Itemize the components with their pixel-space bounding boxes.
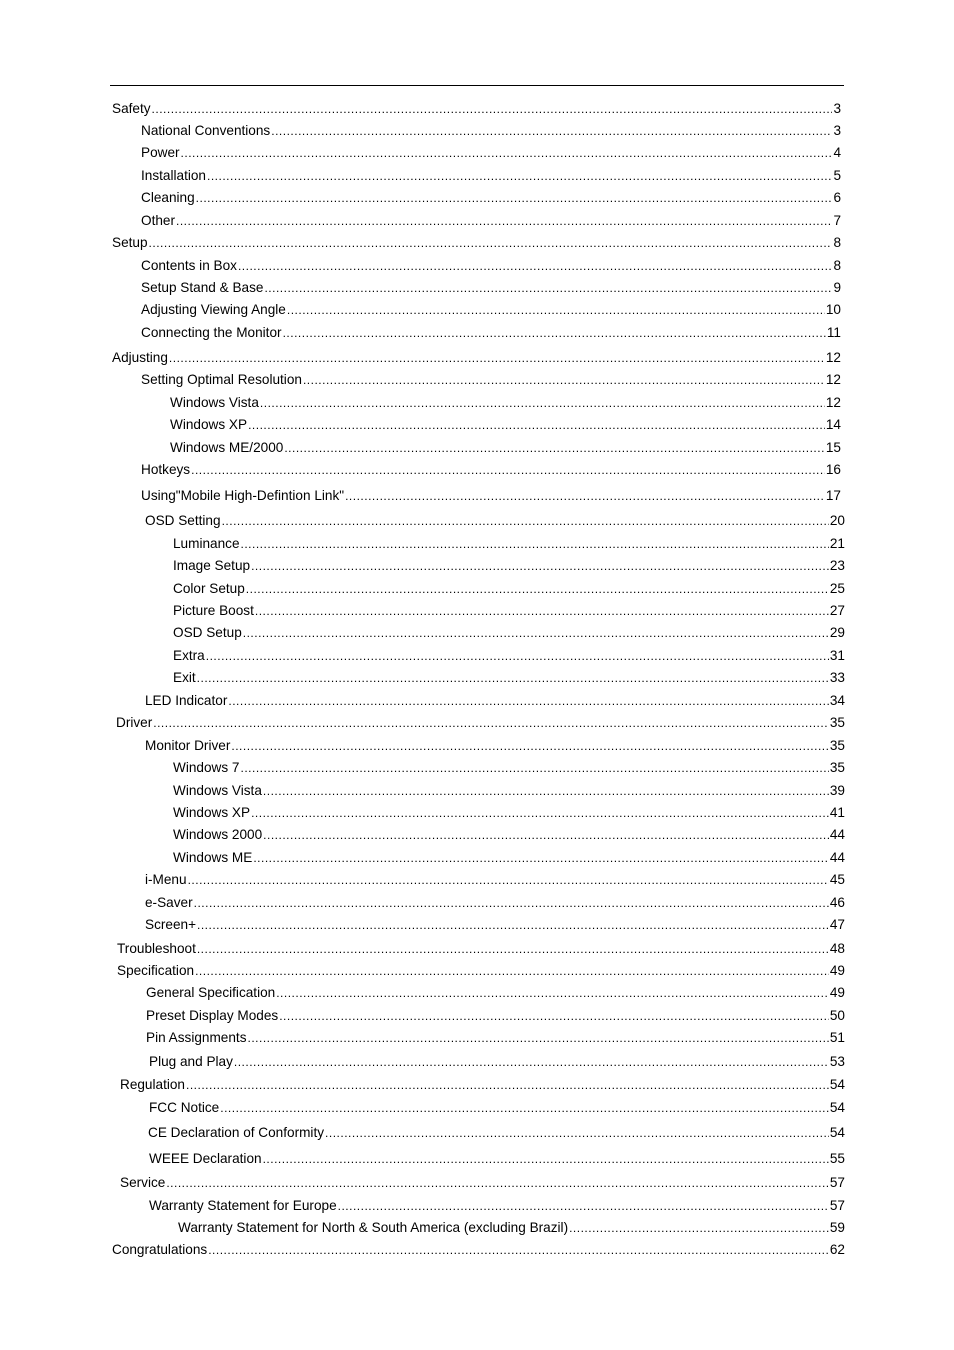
toc-entry-title: Exit — [173, 670, 196, 685]
toc-entry[interactable] — [173, 536, 845, 552]
toc-entry-page: 44 — [829, 827, 845, 842]
dot-leader — [197, 941, 829, 957]
toc-entry-title: Setup Stand & Base — [141, 280, 264, 295]
toc-entry-page: 54 — [829, 1125, 845, 1140]
toc-entry-title: Image Setup — [173, 558, 251, 573]
toc-entry-page: 12 — [825, 372, 841, 387]
dot-leader — [279, 1008, 829, 1024]
dot-leader — [338, 1198, 829, 1214]
toc-entry-page: 50 — [829, 1008, 845, 1023]
toc-entry[interactable] — [141, 213, 841, 229]
dot-leader — [234, 1054, 829, 1070]
toc-entry-page: 12 — [825, 395, 841, 410]
dot-leader — [231, 738, 829, 754]
toc-entry-title: Preset Display Modes — [146, 1008, 279, 1023]
toc-entry-page: 20 — [829, 513, 845, 528]
toc-entry-page: 23 — [829, 558, 845, 573]
toc-entry[interactable] — [141, 123, 841, 139]
toc-entry[interactable] — [173, 827, 845, 843]
dot-leader — [251, 805, 829, 821]
toc-entry[interactable] — [145, 917, 845, 933]
toc-entry-page: 35 — [829, 715, 845, 730]
toc-entry[interactable] — [145, 872, 845, 888]
toc-entry-title: Windows ME — [173, 850, 253, 865]
dot-leader — [208, 1242, 829, 1258]
toc-entry[interactable] — [170, 440, 841, 456]
toc-entry-page: 33 — [829, 670, 845, 685]
toc-entry[interactable] — [112, 235, 841, 251]
toc-entry-title: e-Saver — [145, 895, 193, 910]
toc-entry-title: Contents in Box — [141, 258, 237, 273]
toc-entry[interactable] — [173, 581, 845, 597]
dot-leader — [260, 395, 825, 411]
toc-entry-page: 8 — [833, 235, 841, 250]
toc-entry-page: 25 — [829, 581, 845, 596]
toc-entry[interactable] — [145, 513, 845, 529]
dot-leader — [169, 350, 825, 366]
toc-entry-title: Adjusting — [112, 350, 168, 365]
toc-entry-title: Service — [120, 1175, 166, 1190]
toc-entry[interactable] — [141, 325, 841, 341]
toc-entry-title: Pin Assignments — [146, 1030, 247, 1045]
toc-entry-title: Plug and Play — [149, 1054, 233, 1069]
toc-entry[interactable] — [146, 985, 845, 1001]
toc-entry-page: 59 — [829, 1220, 845, 1235]
toc-entry-page: 17 — [825, 488, 841, 503]
toc-entry[interactable] — [173, 625, 845, 641]
toc-entry-page: 8 — [833, 258, 841, 273]
toc-entry-title: FCC Notice — [149, 1100, 220, 1115]
toc-entry[interactable] — [173, 603, 845, 619]
dot-leader — [276, 985, 829, 1001]
dot-leader — [569, 1220, 829, 1236]
toc-entry[interactable] — [170, 417, 841, 433]
toc-entry[interactable] — [141, 372, 841, 388]
toc-entry-page: 27 — [829, 603, 845, 618]
dot-leader — [271, 123, 832, 139]
toc-entry-title: Specification — [117, 963, 195, 978]
dot-leader — [248, 1030, 829, 1046]
toc-entry[interactable] — [173, 670, 845, 686]
dot-leader — [197, 917, 829, 933]
toc-entry-title: Setting Optimal Resolution — [141, 372, 302, 387]
toc-entry[interactable] — [149, 1151, 845, 1167]
toc-entry[interactable] — [173, 783, 845, 799]
toc-entry[interactable] — [141, 488, 841, 504]
toc-entry-title: Luminance — [173, 536, 240, 551]
toc-entry[interactable] — [141, 190, 841, 206]
toc-entry[interactable] — [141, 258, 841, 274]
toc-entry-page: 6 — [833, 190, 841, 205]
toc-entry-title: Windows XP — [173, 805, 251, 820]
toc-entry-page: 53 — [829, 1054, 845, 1069]
dot-leader — [283, 325, 826, 341]
toc-entry[interactable] — [149, 1054, 845, 1070]
dot-leader — [263, 783, 829, 799]
dot-leader — [228, 693, 829, 709]
dot-leader — [194, 895, 829, 911]
toc-entry[interactable] — [120, 1077, 845, 1093]
toc-entry[interactable] — [145, 693, 845, 709]
toc-entry[interactable] — [173, 558, 845, 574]
dot-leader — [197, 670, 829, 686]
toc-entry[interactable] — [173, 850, 845, 866]
toc-entry-page: 15 — [825, 440, 841, 455]
toc-entry-page: 54 — [829, 1100, 845, 1115]
toc-entry[interactable] — [141, 280, 841, 296]
toc-entry[interactable] — [170, 395, 841, 411]
toc-entry-page: 54 — [829, 1077, 845, 1092]
toc-entry-page: 39 — [829, 783, 845, 798]
dot-leader — [195, 963, 829, 979]
toc-entry-page: 44 — [829, 850, 845, 865]
toc-entry[interactable] — [149, 1198, 845, 1214]
toc-entry-title: Using"Mobile High-Defintion Link" — [141, 488, 345, 503]
toc-entry-title: Warranty Statement for North & South America (excluding Brazil) — [178, 1220, 569, 1235]
toc-entry-title: CE Declaration of Conformity — [148, 1125, 325, 1140]
toc-entry-title: Windows XP — [170, 417, 248, 432]
toc-entry-title: Monitor Driver — [145, 738, 231, 753]
toc-entry-page: 35 — [829, 738, 845, 753]
dot-leader — [166, 1175, 829, 1191]
toc-entry[interactable] — [146, 1030, 845, 1046]
toc-entry-page: 57 — [829, 1175, 845, 1190]
toc-entry-page: 48 — [829, 941, 845, 956]
toc-entry-title: Windows 2000 — [173, 827, 263, 842]
toc-entry-page: 7 — [833, 213, 841, 228]
toc-entry-page: 5 — [833, 168, 841, 183]
dot-leader — [264, 280, 832, 296]
toc-entry[interactable] — [120, 1175, 845, 1191]
dot-leader — [325, 1125, 829, 1141]
toc-entry[interactable] — [178, 1220, 845, 1236]
toc-entry-page: 16 — [825, 462, 841, 477]
toc-entry-title: i-Menu — [145, 872, 187, 887]
toc-entry-title: Power — [141, 145, 180, 160]
toc-entry-page: 49 — [829, 963, 845, 978]
dot-leader — [284, 440, 825, 456]
toc-entry-page: 51 — [829, 1030, 845, 1045]
toc-entry-title: Extra — [173, 648, 205, 663]
toc-entry-title: Cleaning — [141, 190, 195, 205]
toc-entry-title: Hotkeys — [141, 462, 191, 477]
toc-entry-title: Warranty Statement for Europe — [149, 1198, 337, 1213]
toc-entry[interactable] — [148, 1125, 845, 1141]
toc-entry-page: 34 — [829, 693, 845, 708]
toc-entry-page: 49 — [829, 985, 845, 1000]
toc-entry-title: Windows Vista — [173, 783, 262, 798]
dot-leader — [263, 827, 829, 843]
toc-entry[interactable] — [141, 168, 841, 184]
toc-entry-page: 9 — [833, 280, 841, 295]
dot-leader — [222, 513, 829, 529]
dot-leader — [152, 101, 833, 117]
dot-leader — [253, 850, 829, 866]
toc-entry-title: Windows ME/2000 — [170, 440, 284, 455]
toc-entry-page: 45 — [829, 872, 845, 887]
dot-leader — [287, 302, 825, 318]
toc-entry-page: 62 — [829, 1242, 845, 1257]
toc-entry-title: Picture Boost — [173, 603, 254, 618]
dot-leader — [240, 760, 828, 776]
toc-entry-title: Windows 7 — [173, 760, 240, 775]
toc-entry-title: OSD Setup — [173, 625, 242, 640]
dot-leader — [345, 488, 825, 504]
dot-leader — [149, 235, 833, 251]
toc-entry[interactable] — [146, 1008, 845, 1024]
toc-entry-page: 55 — [829, 1151, 845, 1166]
dot-leader — [251, 558, 829, 574]
dot-leader — [255, 603, 829, 619]
toc-entry-title: Congratulations — [112, 1242, 208, 1257]
toc-entry-page: 29 — [829, 625, 845, 640]
dot-leader — [176, 213, 832, 229]
toc-entry-title: LED Indicator — [145, 693, 228, 708]
toc-entry-page: 3 — [833, 123, 841, 138]
toc-entry-page: 41 — [829, 805, 845, 820]
toc-entry-title: General Specification — [146, 985, 276, 1000]
toc-entry[interactable] — [117, 941, 845, 957]
dot-leader — [188, 872, 829, 888]
toc-entry[interactable] — [141, 462, 841, 478]
dot-leader — [206, 648, 829, 664]
dot-leader — [220, 1100, 829, 1116]
dot-leader — [241, 536, 829, 552]
dot-leader — [303, 372, 825, 388]
toc-entry-page: 10 — [825, 302, 841, 317]
dot-leader — [238, 258, 832, 274]
toc-entry-page: 4 — [833, 145, 841, 160]
toc-entry[interactable] — [149, 1100, 845, 1116]
toc-entry-page: 47 — [829, 917, 845, 932]
toc-entry-title: Other — [141, 213, 175, 228]
toc-entry-title: Screen+ — [145, 917, 197, 932]
toc-entry-page: 46 — [829, 895, 845, 910]
dot-leader — [153, 715, 829, 731]
toc-entry-title: Connecting the Monitor — [141, 325, 282, 340]
dot-leader — [248, 417, 825, 433]
toc-entry-title: Adjusting Viewing Angle — [141, 302, 286, 317]
toc-entry-title: Color Setup — [173, 581, 245, 596]
toc-entry-page: 14 — [825, 417, 841, 432]
toc-entry-page: 21 — [829, 536, 845, 551]
toc-entry[interactable] — [141, 302, 841, 318]
toc-entry-title: Windows Vista — [170, 395, 259, 410]
toc-entry[interactable] — [173, 805, 845, 821]
toc-entry-title: Setup — [112, 235, 148, 250]
dot-leader — [186, 1077, 829, 1093]
dot-leader — [181, 145, 833, 161]
toc-entry-title: OSD Setting — [145, 513, 221, 528]
toc-entry-title: Troubleshoot — [117, 941, 196, 956]
toc-entry[interactable] — [116, 715, 845, 731]
toc-entry[interactable] — [173, 648, 845, 664]
toc-entry-title: National Conventions — [141, 123, 271, 138]
toc-entry[interactable] — [112, 101, 841, 117]
dot-leader — [196, 190, 833, 206]
toc-entry-title: Driver — [116, 715, 153, 730]
toc-entry[interactable] — [145, 738, 845, 754]
dot-leader — [243, 625, 829, 641]
toc-entry-page: 3 — [833, 101, 841, 116]
toc-entry-title: Safety — [112, 101, 151, 116]
toc-entry[interactable] — [112, 1242, 845, 1258]
dot-leader — [191, 462, 825, 478]
dot-leader — [263, 1151, 829, 1167]
toc-entry-page: 35 — [829, 760, 845, 775]
dot-leader — [207, 168, 832, 184]
toc-entry-page: 31 — [829, 648, 845, 663]
toc-entry[interactable] — [141, 145, 841, 161]
dot-leader — [246, 581, 829, 597]
toc-entry-page: 11 — [826, 325, 841, 340]
toc-entry[interactable] — [145, 895, 845, 911]
toc-entry[interactable] — [117, 963, 845, 979]
toc-entry-page: 12 — [825, 350, 841, 365]
toc-entry-page: 57 — [829, 1198, 845, 1213]
toc-entry-title: Regulation — [120, 1077, 185, 1092]
toc-entry[interactable] — [173, 760, 845, 776]
toc-entry-title: WEEE Declaration — [149, 1151, 262, 1166]
toc-entry-title: Installation — [141, 168, 206, 183]
toc-entry[interactable] — [112, 350, 841, 366]
